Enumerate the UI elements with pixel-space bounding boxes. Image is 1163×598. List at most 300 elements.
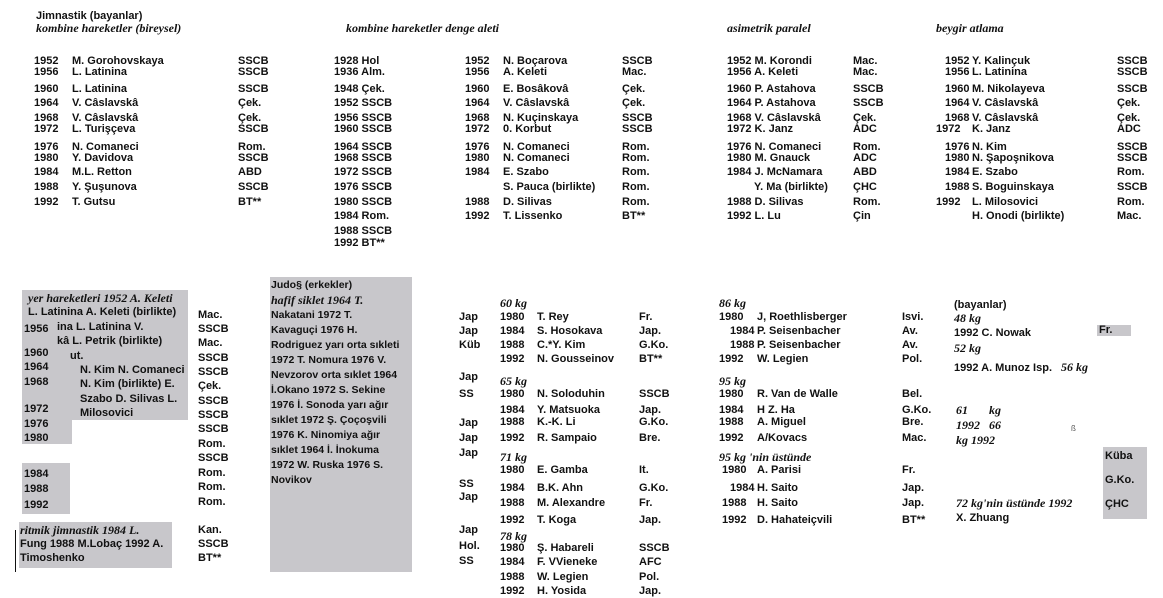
col5-year: 1972 (936, 123, 961, 135)
judo-name: H. Saito (757, 497, 798, 509)
floor-year: 1976 (24, 418, 49, 430)
judo-line: sıklet 1964 İ. İnokuma (271, 444, 379, 456)
floor-country: Rom. (198, 438, 226, 450)
judo-line: Rodriguez yarı orta sıkleti (271, 339, 400, 351)
judo-year: 1992 (722, 514, 747, 526)
judo-name: D. Hahateiçvili (757, 514, 833, 526)
women-entry: 1992 C. Nowak (954, 327, 1032, 339)
judo-name: C.*Y. Kim (537, 339, 586, 351)
judo-year: 1984 (500, 325, 525, 337)
judo-name: H Z. Ha (757, 404, 795, 416)
col3-year: 1984 (465, 166, 490, 178)
floor-line: Szabo D. Silivas L. (80, 393, 178, 405)
col4-country: Çin (853, 210, 871, 222)
section-heading: asimetrik paralel (727, 21, 811, 35)
col2-row: 1992 BT** (334, 237, 385, 249)
col1-year: 1984 (34, 166, 59, 178)
col1-country: SSCB (238, 181, 269, 193)
judo-year: 1988 (500, 416, 525, 428)
judo-year: 1984 (730, 325, 755, 337)
col1-year: 1976 (34, 141, 59, 153)
judo-country: Bre. (902, 416, 924, 428)
judo-country: Bel. (902, 388, 923, 400)
col1-year: 1992 (34, 196, 59, 208)
women-header: (bayanlar) (954, 299, 1007, 311)
judo-country: Jap. (639, 585, 662, 597)
floor-country: Mac. (198, 337, 223, 349)
col1-name: Y. Davidova (72, 152, 134, 164)
col1-name: M.L. Retton (72, 166, 132, 178)
col1-country: SSCB (238, 123, 269, 135)
page-title: Jimnastik (bayanlar) (36, 10, 143, 22)
floor-country: Rom. (198, 467, 226, 479)
col4-entry: 1976 N. Comaneci (727, 141, 822, 153)
col4-entry: 1992 L. Lu (727, 210, 781, 222)
judo-country: SS (459, 388, 474, 400)
col4-country: Çek. (853, 112, 877, 124)
col5-country: Mac. (1117, 210, 1142, 222)
judo-country: Fr. (639, 497, 653, 509)
col2-row: 1952 SSCB (334, 97, 393, 109)
judo-year: 1988 (722, 497, 747, 509)
col1-country: ABD (238, 166, 262, 178)
col3-name: N. Comaneci (503, 141, 570, 153)
col1-country: SSCB (238, 152, 269, 164)
judo-country: SSCB (639, 542, 670, 554)
col1-year: 1964 (34, 97, 59, 109)
col5-name: E. Szabo (972, 166, 1018, 178)
judo-line: 1976 K. Ninomiya ağır (271, 429, 381, 441)
judo-year: 1988 (730, 339, 755, 351)
col4-country: ADC (853, 152, 877, 164)
weight-class-title: 52 kg (954, 341, 981, 355)
judo-year: 1980 (719, 388, 744, 400)
judo-country: BT** (639, 353, 663, 365)
col4-entry: 1988 D. Silivas (727, 196, 804, 208)
col5-country: SSCB (1117, 152, 1148, 164)
col3-name: T. Lissenko (503, 210, 563, 222)
judo-country: Av. (902, 325, 918, 337)
col3-year: 1956 (465, 66, 490, 78)
judo-country: Jap (459, 371, 478, 383)
judo-name: A. Miguel (757, 416, 806, 428)
col3-year: 1972 (465, 123, 490, 135)
judo-country: SS (459, 555, 474, 567)
col1-country: BT** (238, 196, 262, 208)
judo-name: T. Rey (537, 311, 569, 323)
col5-year: 1964 (945, 97, 970, 109)
col4-entry: 1984 J. McNamara (727, 166, 823, 178)
judo-name: T. Koga (537, 514, 577, 526)
col5-name: S. Boguinskaya (972, 181, 1054, 193)
weight-class-title: 95 kg 'nin üstünde (719, 450, 812, 464)
judo-country: Pol. (902, 353, 923, 365)
floor-country: SSCB (198, 452, 229, 464)
floor-year: 1992 (24, 499, 49, 511)
judo-name: M. Alexandre (537, 497, 606, 509)
col4-country: Rom. (853, 141, 881, 153)
col2-row: 1956 SSCB (334, 112, 393, 124)
judo-country: Küb (459, 339, 481, 351)
col3-name: N. Kuçinskaya (503, 112, 579, 124)
col5-name: L. Latinina (972, 66, 1027, 78)
col5-country: SSCB (1117, 83, 1148, 95)
col1-name: T. Gutsu (72, 196, 116, 208)
judo-country: Fr. (639, 311, 653, 323)
section-heading: beygir atlama (936, 21, 1004, 35)
col1-year: 1968 (34, 112, 59, 124)
judo-country: Jap. (902, 482, 925, 494)
judo-country: SS (459, 478, 474, 490)
col2-row: 1984 Rom. (334, 210, 390, 222)
col1-country: Çek. (238, 97, 262, 109)
weight-class-title: 72 kg'nin üstünde 1992 (956, 496, 1073, 510)
col5-year: 1984 (945, 166, 970, 178)
col1-name: V. Câslavskâ (72, 97, 139, 109)
judo-year: 1992 (719, 432, 744, 444)
judo-line: Kavaguçi 1976 H. (271, 324, 358, 336)
judo-year: 1988 (719, 416, 744, 428)
col5-country: Çek. (1117, 97, 1141, 109)
col5-year: 1956 (945, 66, 970, 78)
judo-name: W. Legien (757, 353, 809, 365)
rhythmic-country: BT** (198, 552, 222, 564)
col5-name: H. Onodi (birlikte) (972, 210, 1065, 222)
col2-row: 1928 Hol (334, 55, 380, 67)
weight-class-title: 60 kg (500, 296, 527, 310)
col5-year: 1988 (945, 181, 970, 193)
judo-year: 1980 (500, 311, 525, 323)
judo-country: SSCB (639, 388, 670, 400)
judo-name: B.K. Ahn (537, 482, 584, 494)
col3-country: Rom. (622, 196, 650, 208)
col4-country: ABD (853, 166, 877, 178)
judo-name: Y. Matsuoka (537, 404, 600, 416)
judo-name: P. Seisenbacher (757, 325, 841, 337)
col5-country: ADC (1117, 123, 1141, 135)
judo-name: E. Gamba (537, 464, 588, 476)
col5-country: SSCB (1117, 55, 1148, 67)
women-country: G.Ko. (1105, 474, 1135, 486)
women-country: ÇHC (1105, 498, 1129, 510)
col5-name: M. Nikolayeva (972, 83, 1045, 95)
weight-class-title: 66 (989, 418, 1001, 432)
judo-name: P. Seisenbacher (757, 339, 841, 351)
col4-entry: 1960 P. Astahova (727, 83, 816, 95)
floor-country: SSCB (198, 352, 229, 364)
col2-row: 1960 SSCB (334, 123, 393, 135)
col3-country: Rom. (622, 166, 650, 178)
judo-name: Ş. Habareli (537, 542, 594, 554)
floor-line: L. Latinina A. Keleti (birlikte) (28, 306, 177, 318)
col5-name: N. Şapoşnikova (972, 152, 1054, 164)
col3-year: 1964 (465, 97, 490, 109)
col3-year: 1952 (465, 55, 490, 67)
judo-year: 1980 (500, 388, 525, 400)
judo-year: 1988 (500, 339, 525, 351)
section-heading: kombine hareketler (bireysel) (36, 21, 182, 35)
col4-entry: 1968 V. Câslavskâ (727, 112, 821, 124)
judo-country: Pol. (639, 571, 660, 583)
judo-line: Judo§ (erkekler) (271, 279, 353, 291)
col5-country: Çek. (1117, 112, 1141, 124)
judo-country: Jap. (902, 497, 925, 509)
floor-line: ina L. Latinina V. (57, 321, 144, 333)
floor-country: SSCB (198, 423, 229, 435)
col5-year: 1960 (945, 83, 970, 95)
floor-country: SSCB (198, 395, 229, 407)
col3-name: A. Keleti (503, 66, 548, 78)
col3-name: N. Boçarova (503, 55, 568, 67)
women-entry: 1992 A. Munoz Isp. (954, 362, 1053, 374)
col5-name: V. Câslavskâ (972, 97, 1039, 109)
judo-country: Av. (902, 339, 918, 351)
col2-row: 1988 SSCB (334, 225, 393, 237)
judo-country: Jap (459, 432, 478, 444)
floor-country: Mac. (198, 309, 223, 321)
col1-country: Rom. (238, 141, 266, 153)
weight-class-title: 71 kg (500, 450, 527, 464)
women-country: Fr. (1099, 324, 1113, 336)
col5-year: 1976 (945, 141, 970, 153)
col5-name: Y. Kalinçuk (972, 55, 1031, 67)
judo-line: Nakatani 1972 T. (271, 309, 353, 321)
col1-year: 1960 (34, 83, 59, 95)
floor-year: 1988 (24, 483, 49, 495)
judo-country: Jap (459, 524, 478, 536)
col5-name: K. Janz (972, 123, 1011, 135)
col1-country: SSCB (238, 55, 269, 67)
judo-name: N. Gousseinov (537, 353, 615, 365)
col4-entry: 1952 M. Korondi (727, 55, 812, 67)
judo-name: H. Saito (757, 482, 798, 494)
col1-name: M. Gorohovskaya (72, 55, 164, 67)
judo-country: G.Ko. (902, 404, 932, 416)
judo-name: K.-K. Li (537, 416, 576, 428)
col2-row: 1972 SSCB (334, 166, 393, 178)
floor-year: 1964 (24, 361, 49, 373)
judo-name: J, Roethlisberger (757, 311, 847, 323)
col5-name: L. Milosovici (972, 196, 1039, 208)
col1-name: L. Turişçeva (72, 123, 136, 135)
col2-row: 1976 SSCB (334, 181, 393, 193)
judo-name: R. Van de Walle (757, 388, 838, 400)
text-cursor (15, 530, 16, 572)
col3-name: N. Comaneci (503, 152, 570, 164)
col4-entry: 1972 K. Janz (727, 123, 794, 135)
col4-country: Rom. (853, 196, 881, 208)
col5-year: 1968 (945, 112, 970, 124)
judo-year: 1988 (500, 497, 525, 509)
judo-name: H. Yosida (537, 585, 587, 597)
floor-line: yer hareketleri 1952 A. Keleti (28, 291, 173, 305)
col3-name: S. Pauca (birlikte) (503, 181, 596, 193)
col3-year: 1968 (465, 112, 490, 124)
floor-country: SSCB (198, 409, 229, 421)
col1-year: 1980 (34, 152, 59, 164)
judo-year: 1984 (500, 404, 525, 416)
col5-name: N. Kim (972, 141, 1007, 153)
col3-name: E. Bosâkovâ (503, 83, 569, 95)
col1-country: SSCB (238, 83, 269, 95)
floor-year: 1968 (24, 376, 49, 388)
judo-country: Jap (459, 491, 478, 503)
judo-country: Isvi. (902, 311, 924, 323)
judo-country: G.Ko. (639, 339, 669, 351)
col4-entry: 1980 M. Gnauck (727, 152, 811, 164)
women-entry: kg 1992 (956, 433, 995, 447)
judo-country: G.Ko. (639, 482, 669, 494)
col3-country: Rom. (622, 181, 650, 193)
judo-name: R. Sampaio (537, 432, 597, 444)
floor-line: N. Kim (birlikte) E. (80, 378, 175, 390)
col3-year: 1960 (465, 83, 490, 95)
judo-name: W. Legien (537, 571, 589, 583)
col3-year: 1980 (465, 152, 490, 164)
col3-name: 0. Korbut (503, 123, 552, 135)
judo-country: Bre. (639, 432, 661, 444)
small-mark: ß (1071, 424, 1076, 433)
col4-entry: 1956 A. Keleti (727, 66, 799, 78)
floor-country: SSCB (198, 323, 229, 335)
col4-entry: Y. Ma (birlikte) (754, 181, 828, 193)
col3-year: 1992 (465, 210, 490, 222)
col1-year: 1988 (34, 181, 59, 193)
floor-line: kâ L. Petrik (birlikte) (57, 335, 163, 347)
col1-name: N. Comaneci (72, 141, 139, 153)
judo-line: hafif siklet 1964 T. (271, 293, 364, 307)
judo-country: Hol. (459, 540, 480, 552)
col1-name: L. Latinina (72, 83, 127, 95)
col3-name: D. Silivas (503, 196, 552, 208)
judo-country: Mac. (902, 432, 927, 444)
floor-line: Milosovici (80, 407, 134, 419)
judo-country: Jap (459, 311, 478, 323)
weight-class-title: 86 kg (719, 296, 746, 310)
col1-name: L. Latinina (72, 66, 127, 78)
judo-name: F. VVieneke (537, 556, 598, 568)
floor-country: Rom. (198, 496, 226, 508)
floor-year: 1972 (24, 403, 49, 415)
judo-line: 1976 İ. Sonoda yarı ağır (271, 399, 389, 411)
rhythmic-line: ritmik jimnastik 1984 L. (20, 523, 140, 537)
judo-name: A. Parisi (757, 464, 802, 476)
judo-year: 1984 (500, 556, 525, 568)
women-country: Küba (1105, 450, 1133, 462)
judo-line: İ.Okano 1972 S. Sekine (271, 384, 386, 396)
judo-name: N. Soloduhin (537, 388, 605, 400)
col4-entry: 1964 P. Astahova (727, 97, 816, 109)
judo-line: Nevzorov orta sıklet 1964 (271, 369, 398, 381)
col3-name: V. Câslavskâ (503, 97, 570, 109)
weight-class-title: 48 kg (954, 311, 981, 325)
col1-year: 1972 (34, 123, 59, 135)
rhythmic-line: Timoshenko (20, 552, 85, 564)
col2-row: 1948 Çek. (334, 83, 385, 95)
weight-class-title: 56 kg (1061, 360, 1088, 374)
judo-year: 1992 (500, 432, 525, 444)
col1-name: V. Câslavskâ (72, 112, 139, 124)
judo-year: 1980 (500, 464, 525, 476)
col2-row: 1968 SSCB (334, 152, 393, 164)
col3-country: Çek. (622, 83, 646, 95)
col1-year: 1952 (34, 55, 59, 67)
judo-country: Jap (459, 447, 478, 459)
weight-class-title: 61 (956, 403, 968, 417)
col1-year: 1956 (34, 66, 59, 78)
col2-row: 1936 Alm. (334, 66, 385, 78)
judo-name: S. Hosokava (537, 325, 603, 337)
col4-country: Mac. (853, 55, 878, 67)
col3-name: E. Szabo (503, 166, 549, 178)
col3-year: 1976 (465, 141, 490, 153)
judo-line: sıklet 1972 Ş. Çoçoşvili (271, 414, 387, 426)
col2-row: 1980 SSCB (334, 196, 393, 208)
floor-country: Rom. (198, 481, 226, 493)
judo-year: 1988 (500, 571, 525, 583)
judo-year: 1984 (500, 482, 525, 494)
women-entry: 1992 (956, 418, 980, 432)
rhythmic-country: SSCB (198, 538, 229, 550)
section-heading: kombine hareketler denge aleti (346, 21, 499, 35)
floor-year: 1980 (24, 432, 49, 444)
col3-country: SSCB (622, 55, 653, 67)
judo-line: 1972 T. Nomura 1976 V. (271, 354, 387, 366)
women-entry: X. Zhuang (956, 512, 1010, 524)
col4-country: SSCB (853, 83, 884, 95)
floor-year: 1960 (24, 347, 49, 359)
judo-line: 1972 W. Ruska 1976 S. (271, 459, 384, 471)
weight-class-title: 65 kg (500, 374, 527, 388)
col3-country: Mac. (622, 66, 647, 78)
col5-year: 1992 (936, 196, 961, 208)
col3-country: Rom. (622, 141, 650, 153)
judo-country: It. (639, 464, 649, 476)
col4-country: ADC (853, 123, 877, 135)
col5-country: Rom. (1117, 196, 1145, 208)
judo-country: G.Ko. (639, 416, 669, 428)
judo-country: Jap. (639, 514, 662, 526)
judo-year: 1980 (500, 542, 525, 554)
judo-country: Jap (459, 325, 478, 337)
floor-year: 1956 (24, 323, 49, 335)
col3-country: SSCB (622, 123, 653, 135)
col5-country: SSCB (1117, 141, 1148, 153)
floor-year: 1984 (24, 468, 49, 480)
weight-class-title: 78 kg (500, 529, 527, 543)
judo-country: Jap. (639, 404, 662, 416)
judo-year: 1992 (719, 353, 744, 365)
col4-country: ÇHC (853, 181, 877, 193)
judo-year: 1980 (719, 311, 744, 323)
judo-year: 1992 (500, 353, 525, 365)
col4-country: Mac. (853, 66, 878, 78)
col5-year: 1952 (945, 55, 970, 67)
judo-country: BT** (902, 514, 926, 526)
col5-country: SSCB (1117, 181, 1148, 193)
floor-line: N. Kim N. Comaneci (80, 364, 185, 376)
judo-year: 1984 (719, 404, 744, 416)
col1-name: Y. Şuşunova (72, 181, 137, 193)
weight-class-title: kg (989, 403, 1001, 417)
judo-country: Jap (459, 417, 478, 429)
floor-country: Çek. (198, 380, 222, 392)
col5-year: 1980 (945, 152, 970, 164)
weight-class-title: 95 kg (719, 374, 746, 388)
judo-year: 1980 (722, 464, 747, 476)
floor-country: SSCB (198, 366, 229, 378)
col3-country: BT** (622, 210, 646, 222)
